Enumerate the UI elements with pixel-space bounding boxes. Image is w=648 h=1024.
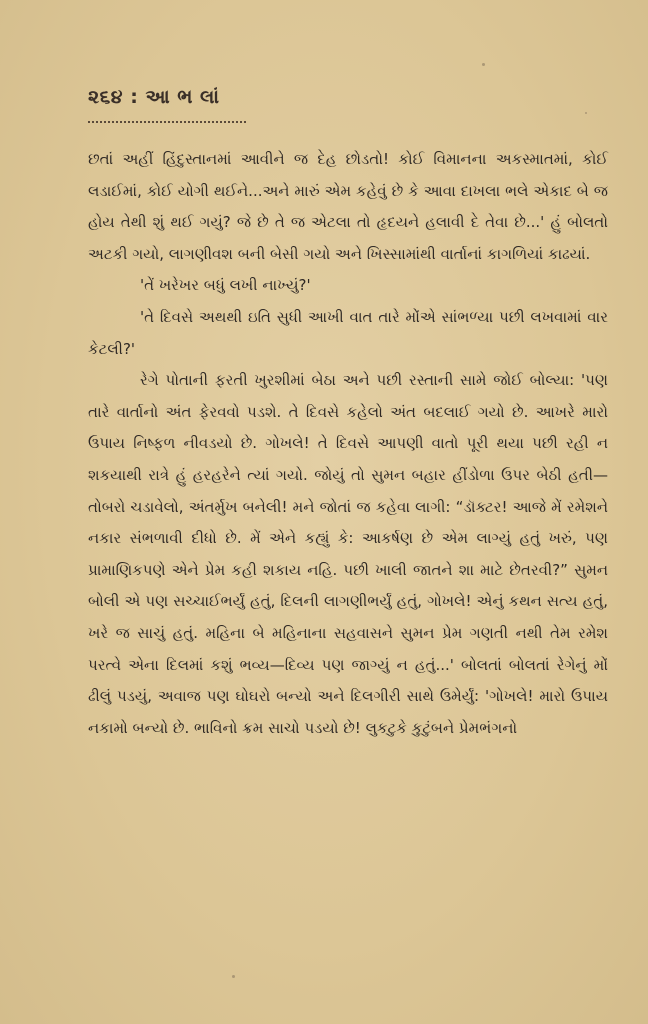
page-number: ૨૬૪ bbox=[88, 86, 124, 108]
paper-speck bbox=[232, 975, 235, 978]
paper-speck bbox=[585, 112, 587, 114]
paragraph-4: રેગે પોતાની ફરતી ખુરશીમાં બેઠા અને પછી રસ્તાની સામે જોઈ બોલ્યા: 'પણ તારે વાર્તાનો અંત ફેરવવો પડશે. તે દિવસે કહેલો અંત બદલાઈ ગયો છે. આખરે મારો ઉપાય નિષ્ફળ નીવડયો છે. ગોખલે! તે દિવસે આપણી વાતો પૂરી થયા પછી રહી ન શકયાથી રાત્રે હું હરહરેને ત્યાં ગયો. જોયું તો સુમન બહાર હીંડોળા ઉપર બેઠી હતી—તોબરો ચડાવેલો, અંતર્મુખ બનેલી! મને જોતાં જ કહેવા લાગી: “ડૉક્ટર! આજે મેં રમેશને નકાર સંભળાવી દીધો છે. મેં એને કહ્યું કે: આકર્ષણ છે એમ લાગ્યું હતું ખરું, પણ પ્રામાણિકપણે એને પ્રેમ કહી શકાય નહિ. પછી ખાલી જાતને શા માટે છેતરવી?” સુમન બોલી એ પણ સચ્ચાઈભર્યું હતું, દિલની લાગણીભર્યું હતું, ગોખલે! એનું કથન સત્ય હતું, ખરે જ સાચું હતું. મહિના બે મહિનાના સહવાસને સુમન પ્રેમ ગણતી નથી તેમ રમેશ પરત્વે એના દિલમાં કશું ભવ્ય—દિવ્ય પણ જાગ્યું ન હતું...' બોલતાં બોલતાં રેગેનું મોં ઢીલું પડયું, અવાજ પણ ઘોઘરો બન્યો અને દિલગીરી સાથે ઉમેર્યું: 'ગોખલે! મારો ઉપાય નકામો બન્યો છે. ભાવિનો ક્રમ સાચો પડયો છે! લુકટુકે કુટુંબને પ્રેમભંગનો bbox=[88, 371, 608, 737]
paragraph-1: છતાં અહીં હિંદુસ્તાનમાં આવીને જ દેહ છોડતો! કોઈ વિમાનના અકસ્માતમાં, કોઈ લડાઈમાં, કોઈ યોગી થઈને...અને મારું એમ કહેવું છે કે આવા દાખલા ભલે એકાદ બે જ હોય તેથી શું થઈ ગયું? જે છે તે જ એટલા તો હૃદયને હલાવી દે તેવા છે...' હું બોલતો અટકી ગયો, લાગણીવશ બની બેસી ગયો અને ખિસ્સામાંથી વાર્તાનાં કાગળિયાં કાઢયાં. bbox=[88, 150, 608, 263]
header-separator: : bbox=[130, 86, 139, 108]
paragraph-2: 'તેં ખરેખર બધું લખી નાખ્યું?' bbox=[140, 276, 311, 295]
running-header bbox=[88, 86, 220, 108]
header-underline bbox=[88, 115, 246, 123]
paper-speck bbox=[482, 63, 485, 66]
chapter-title: આ ભ લાં bbox=[145, 86, 220, 108]
body-text bbox=[88, 144, 608, 744]
paragraph-3: 'તે દિવસે અથથી ઇતિ સુધી આખી વાત તારે મોંએ સાંભળ્યા પછી લખવામાં વાર કેટલી?' bbox=[88, 307, 608, 358]
